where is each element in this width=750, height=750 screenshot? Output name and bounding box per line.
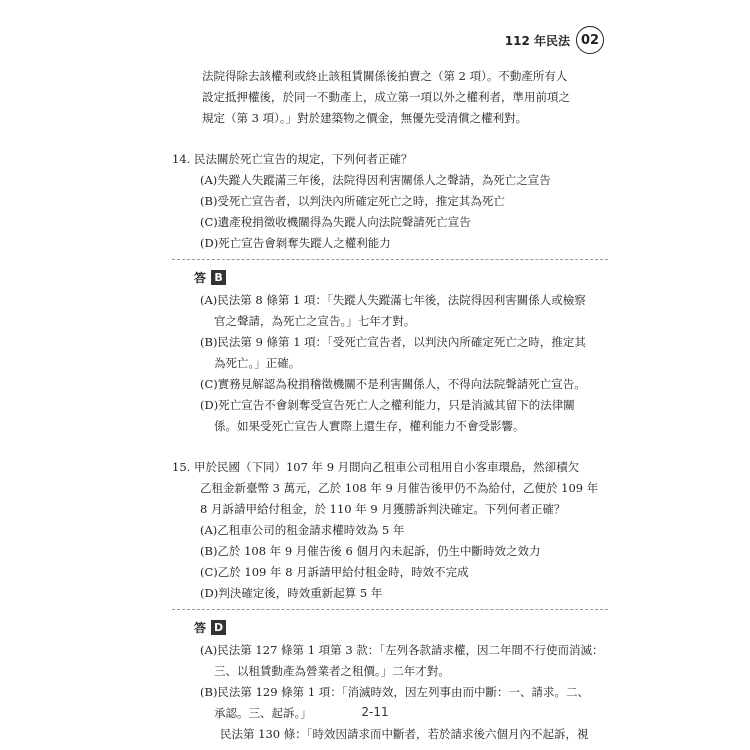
explanation-line: (B)民法第 129 條第 1 項：「消滅時效，因左列事由而中斷：一、請求。二、: [200, 685, 590, 699]
question-14: [172, 149, 608, 437]
answer-label: 答: [194, 620, 207, 635]
dashed-divider: [172, 609, 608, 610]
question-15: [172, 457, 608, 745]
option-b: (B)受死亡宣告者，以判決內所確定死亡之時，推定其為死亡: [200, 194, 505, 208]
answer-explanation: [172, 640, 608, 745]
option-d: (D)死亡宣告會剝奪失蹤人之權利能力: [200, 236, 391, 250]
text-line: 法院得除去該權利或終止該租賃關係後拍賣之（第 2 項）。不動產所有人: [202, 69, 568, 83]
chapter-number-badge: 02: [576, 26, 604, 54]
answer-header: [172, 266, 608, 288]
page-content: [172, 66, 608, 745]
explanation-line: (A)民法第 127 條第 1 項第 3 款：「左列各款請求權，因二年間不行使而消滅：: [200, 643, 604, 657]
page-number: 2-11: [361, 705, 389, 719]
answer-badge: B: [211, 270, 226, 285]
explanation-line: 民法第 130 條：「時效因請求而中斷者，若於請求後六個月內不起訴，視: [220, 727, 589, 741]
running-header: [505, 26, 604, 54]
option-a: (A)乙租車公司的租金請求權時效為 5 年: [200, 523, 405, 537]
explanation-line: 係。如果受死亡宣告人實際上還生存，權利能力不會受影響。: [214, 419, 525, 433]
explanation-line: 承認。三、起訴。」: [214, 706, 312, 720]
explanation-line: 三、以租賃動產為營業者之租價。」二年才對。: [214, 664, 450, 678]
question-stem: 乙租金新臺幣 3 萬元，乙於 108 年 9 月催告後甲仍不為給付，乙便於 109 年: [200, 481, 599, 495]
explanation-line: (A)民法第 8 條第 1 項：「失蹤人失蹤滿七年後，法院得因利害關係人或檢察: [200, 293, 586, 307]
text-line: 規定（第 3 項）。」對於建築物之價金，無優先受清償之權利對。: [202, 111, 528, 125]
option-b: (B)乙於 108 年 9 月催告後 6 個月內未起訴，仍生中斷時效之效力: [200, 544, 541, 558]
option-c: (C)乙於 109 年 8 月訴請甲給付租金時，時效不完成: [200, 565, 469, 579]
option-d: (D)判決確定後，時效重新起算 5 年: [200, 586, 383, 600]
question-stem: 8 月訴請甲給付租金，於 110 年 9 月獲勝訴判決確定。下列何者正確？: [200, 502, 566, 516]
answer-explanation: [172, 290, 608, 437]
explanation-line: (C)實務見解認為稅捐稽徵機關不是利害關係人，不得向法院聲請死亡宣告。: [200, 377, 586, 391]
explanation-line: 為死亡。」正確。: [214, 356, 301, 370]
continued-explanation: [172, 66, 608, 129]
question-stem: 15. 甲於民國（下同）107 年 9 月間向乙租車公司租用自小客車環島，然卻積欠: [172, 460, 580, 474]
dashed-divider: [172, 259, 608, 260]
explanation-line: (D)死亡宣告不會剝奪受宣告死亡人之權利能力，只是消滅其留下的法律關: [200, 398, 575, 412]
explanation-line: (B)民法第 9 條第 1 項：「受死亡宣告者，以判決內所確定死亡之時，推定其: [200, 335, 586, 349]
answer-badge: D: [211, 620, 226, 635]
header-title: 112 年民法: [504, 33, 570, 48]
option-c: (C)遺產稅捐徵收機關得為失蹤人向法院聲請死亡宣告: [200, 215, 471, 229]
answer-label: 答: [194, 270, 207, 285]
answer-header: [172, 616, 608, 638]
option-a: (A)失蹤人失蹤滿三年後，法院得因利害關係人之聲請，為死亡之宣告: [200, 173, 551, 187]
explanation-line: 官之聲請，為死亡之宣告。」七年才對。: [214, 314, 416, 328]
question-stem: 14. 民法關於死亡宣告的規定，下列何者正確？: [172, 152, 413, 166]
text-line: 設定抵押權後，於同一不動產上，成立第一項以外之權利者，準用前項之: [202, 90, 570, 104]
